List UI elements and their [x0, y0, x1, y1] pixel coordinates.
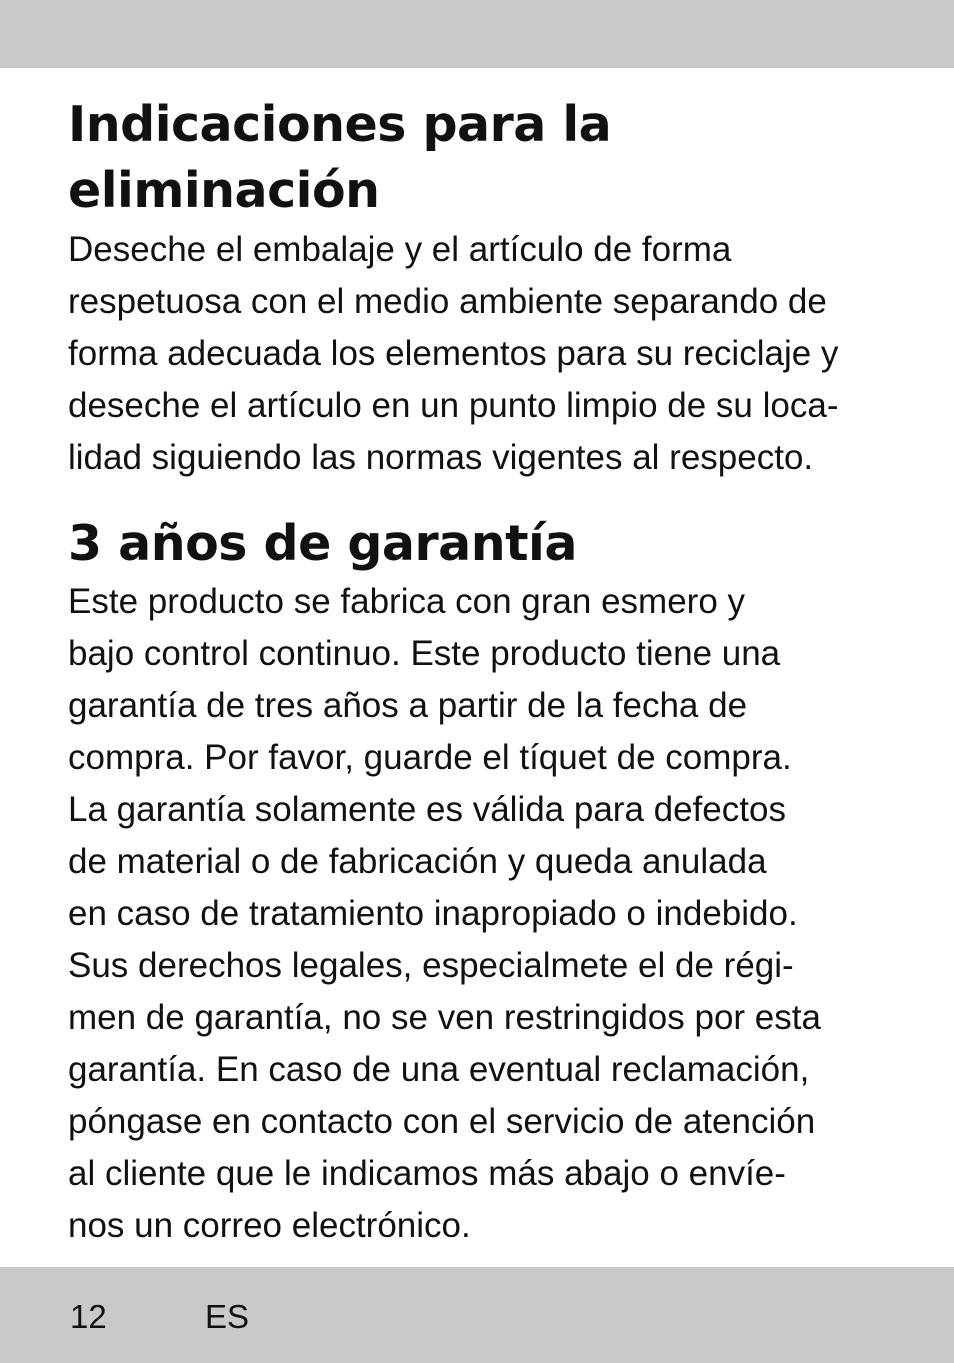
warranty-text: Este producto se fabrica con gran esmero y bajo control continuo. Este producto tiene una garantía de tres años a partir de la fecha de compra. Por favor, guarde el tíquet de compra. La garantía solamente es válida para defectos de material o de fabricación y queda anulada en caso de tratamiento inapropiado o indebido. Sus derechos legales, especialmete el de régi- men de garantía, no se ven restringidos por esta garantía. En caso de una eventual reclamación, póngase en contacto con el servicio de atención al cliente que le indicamos más abajo o envíe- nos un correo electrónico.	[68, 582, 821, 1245]
page-content	[68, 92, 898, 1252]
page-number: 12	[70, 1298, 107, 1335]
language-code: ES	[205, 1298, 250, 1335]
header-band	[0, 0, 954, 68]
footer-band	[0, 1267, 954, 1363]
disposal-text: Deseche el embalaje y el artículo de forma respetuosa con el medio ambiente separando de forma adecuada los elementos para su reciclaje y deseche el artículo en un punto limpio de su loca- lidad siguiendo las normas vigentes al respecto.	[68, 230, 839, 477]
warranty-heading: 3 años de garantía	[68, 515, 577, 572]
disposal-section	[68, 92, 898, 484]
disposal-heading: Indicaciones para la eliminación	[68, 96, 612, 219]
warranty-section	[68, 512, 898, 1252]
